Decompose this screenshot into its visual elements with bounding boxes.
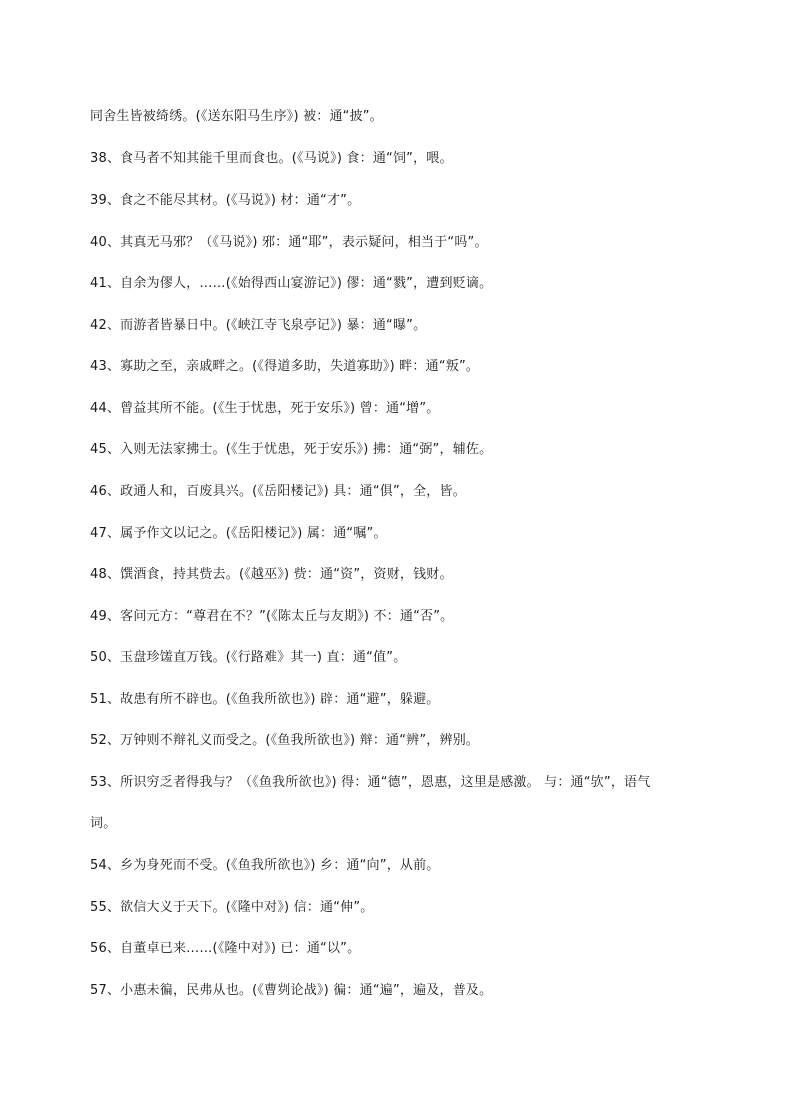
text-line: 56、自董卓已来……(《隆中对》) 已：通“以”。 [90,941,361,956]
text-line: 46、政通人和，百废具兴。(《岳阳楼记》) 具：通“俱”，全，皆。 [90,484,466,499]
text-line: 55、欲信大义于天下。(《隆中对》) 信：通“伸”。 [90,900,374,915]
text-line: 52、万钟则不辩礼义而受之。(《鱼我所欲也》) 辩：通“辨”，辨别。 [90,733,480,748]
text-line: 49、客问元方：“尊君在不？”(《陈太丘与友期》) 不：通“否”。 [90,609,454,624]
text-line: 47、属予作文以记之。(《岳阳楼记》) 属：通“嘱”。 [90,526,387,541]
text-line: 57、小惠未徧，民弗从也。(《曹刿论战》) 徧：通“遍”，遍及，普及。 [90,983,493,998]
text-line: 45、入则无法家拂士。(《生于忧患，死于安乐》) 拂：通“弼”，辅佐。 [90,442,493,457]
text-line: 39、食之不能尽其材。(《马说》) 材：通“才”。 [90,193,361,208]
text-line: 53、所识穷乏者得我与？（《鱼我所欲也》) 得：通“德”，恩惠，这里是感激。 与：通“欤”，语气 [90,775,651,790]
text-line: 48、馔酒食，持其赀去。(《越巫》) 赀：通“资”，资财，钱财。 [90,567,453,582]
text-line: 44、曾益其所不能。(《生于忧患，死于安乐》) 曾：通“增”。 [90,401,440,416]
text-line: 43、寡助之至，亲戚畔之。(《得道多助，失道寡助》) 畔：通“叛”。 [90,359,480,374]
text-line: 38、食马者不知其能千里而食也。(《马说》) 食：通“饲”，喂。 [90,151,453,166]
text-line: 同舍生皆被绮绣。(《送东阳马生序》) 被：通“披”。 [90,109,383,124]
text-line: 51、故患有所不辟也。(《鱼我所欲也》) 辟：通“避”，躲避。 [90,692,440,707]
text-line: 40、其真无马邪？（《马说》) 邪：通“耶”，表示疑问，相当于“吗”。 [90,235,488,250]
text-line: 42、而游者皆暴日中。(《峡江寺飞泉亭记》) 暴：通“曝”。 [90,318,427,333]
text-line: 词。 [90,816,117,831]
text-line: 54、乡为身死而不受。(《鱼我所欲也》) 乡：通“向”，从前。 [90,858,440,873]
text-line: 41、自余为僇人，……(《始得西山宴游记》) 僇：通“戮”，遭到贬谪。 [90,276,493,291]
text-line: 50、玉盘珍馐直万钱。(《行路难》其一) 直：通“值”。 [90,650,407,665]
